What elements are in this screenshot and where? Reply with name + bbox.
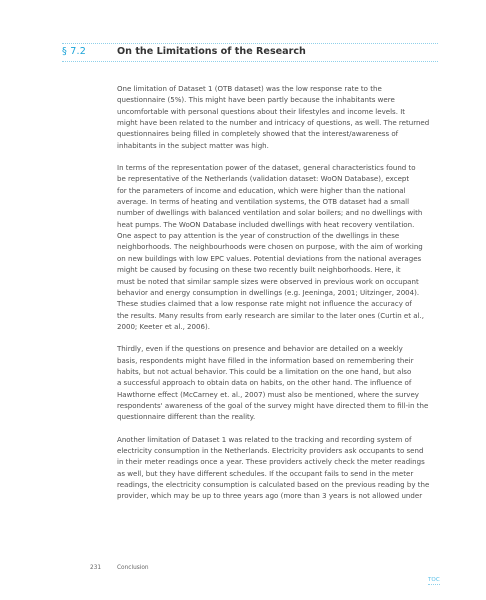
toc-link[interactable]: TOC xyxy=(428,577,440,583)
paragraph-behavior: Thirdly, even if the questions on presence and behavior are detailed on a weekly basis, respondents might have filled in the information based on remembering their habits, but not actual behavior. This could be a limitation on the one hand, but also a successful approach to obtain data on habits, on the other hand. The influence of Hawthorne effect (McCarney et. al., 2007) must also be mentioned, where the survey respondents' awareness of the goal of the survey might have directed them to fill-in the questionnaire different than the reality. xyxy=(117,344,429,422)
section-title: On the Limitations of the Research xyxy=(117,46,306,57)
section-number: § 7.2 xyxy=(62,46,87,57)
page-number: 231 xyxy=(90,565,102,571)
section-top-rule xyxy=(62,43,438,44)
paragraph-electricity: Another limitation of Dataset 1 was related to the tracking and recording system of electricity consumption in the Netherlands. Electricity providers ask occupants to send in their meter readings once a year. These providers actively check the meter readings as well, but they have different schedules. If the occupant fails to send in the meter readings, the electricity consumption is calculated based on the previous reading by the provider, which may be up to three years ago (more than 3 years is not allowed under xyxy=(117,434,430,501)
chapter-label: Conclusion xyxy=(117,565,149,571)
body-text xyxy=(117,83,447,513)
section-bottom-rule xyxy=(62,61,438,62)
paragraph-representation: In terms of the representation power of the dataset, general characteristics found to be representative of the Netherlands (validation dataset: WoON Database), except for the parameters of income and education, which were higher than the national average. In terms of heating and ventilation systems, the OTB dataset had a small number of dwellings with balanced ventilation and solar boilers; and no dwellings with heat pumps. The WoON Database included dwellings with heat recovery ventilation. One aspect to pay attention is the year of construction of the dwellings in these neighborhoods. The neighbourhoods were chosen on purpose, with the aim of working on new buildings with low EPC values. Potential deviations from the national averages might be caused by focusing on these two recently built neighborhoods. Here, it must be noted that similar sample sizes were observed in previous work on occupant behavior and energy consumption in dwellings (e.g. Jeeninga, 2001; Uitzinger, 2004). These studies claimed that a low response rate might not influence the accuracy of the results. Many results from early research are similar to the later ones (Curtin et al., 2000; Keeter et al., 2006). xyxy=(117,163,425,331)
paragraph-response-rate: One limitation of Dataset 1 (OTB dataset) was the low response rate to the questionnaire (5%). This might have been partly because the inhabitants were uncomfortable with personal questions about their lifestyles and income levels. It might have been related to the number and intricacy of questions, as well. The returned questionnaires being filled in completely showed that the interest/awareness of inhabitants in the subject matter was high. xyxy=(117,84,430,150)
